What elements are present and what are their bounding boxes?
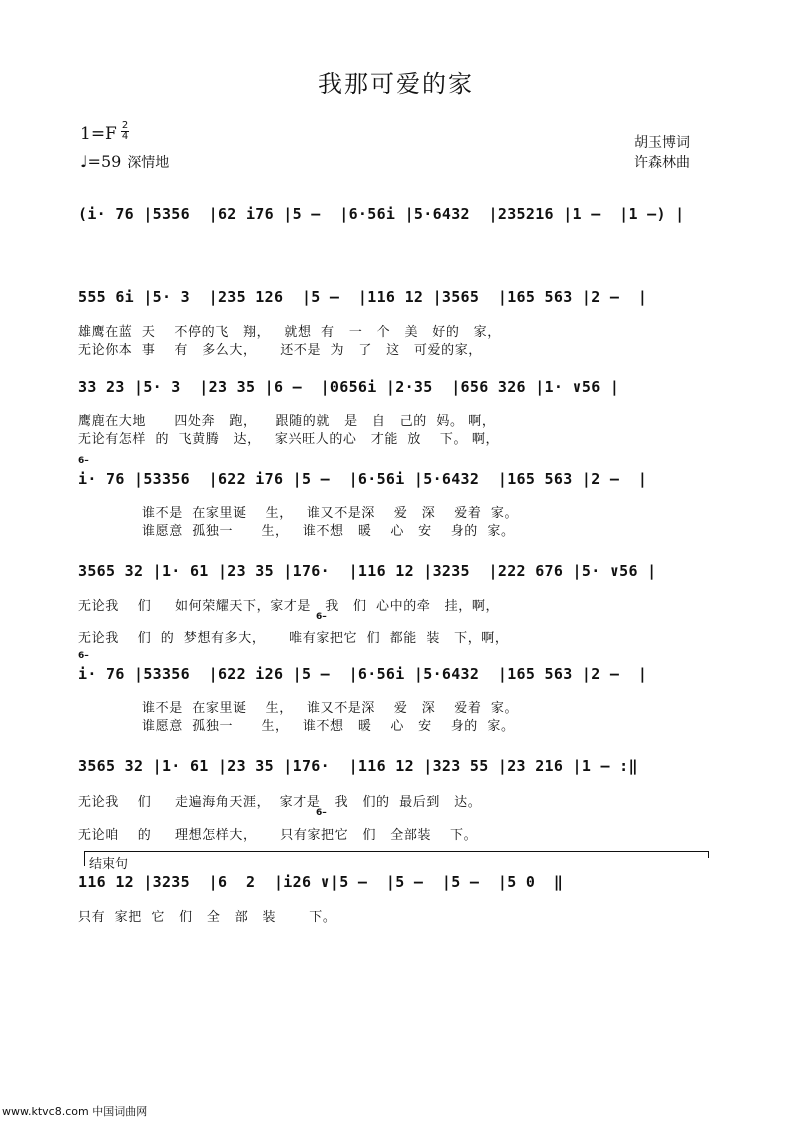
notation-line: 555 6i |5· 3 |235 126 |5 – |116 12 |3565 |165 563 |2 – | [78,288,648,306]
time-sig-denominator: 4 [121,131,129,142]
notation-line: 33 23 |5· 3 |23 35 |6 – |0656i |2·35 |656 326 |1· ∨56 | [78,378,620,396]
cue-note: 6– [316,808,327,818]
ending-bracket-tick [708,851,709,858]
lyric-line: 无论你本 事 有 多么大， 还不是 为 了 这 可爱的家， [78,343,482,358]
notation-line: 116 12 |3235 |6 2 |i26 ∨|5 – |5 – |5 – |5 0 ‖ [78,873,564,891]
lyric-line: 谁愿意 孤独一 生， 谁不想 暖 心 安 身的 家。 [142,524,515,539]
time-sig-numerator: 2 [121,120,129,131]
time-signature [121,121,129,142]
lyric-line: 无论有怎样 的 飞黄腾 达， 家兴旺人的心 才能 放 下。 啊， [78,432,500,447]
song-title: 我那可爱的家 [318,70,474,98]
lyric-line: 雄鹰在蓝 天 不停的飞 翔， 就想 有 一 个 美 好的 家， [78,325,501,340]
cue-note: 6– [78,456,89,466]
notation-line: 3565 32 |1· 61 |23 35 |176· |116 12 |3235 |222 676 |5· ∨56 | [78,562,657,580]
lyric-line: 谁愿意 孤独一 生， 谁不想 暖 心 安 身的 家。 [142,719,515,734]
notation-line: i· 76 |53356 |622 i76 |5 – |6·56i |5·6432 |165 563 |2 – | [78,470,648,488]
lyricist-credit: 胡玉博词 [634,135,690,151]
key-signature: 1=F [80,124,117,144]
ending-bracket [84,851,709,872]
notation-line: 3565 32 |1· 61 |23 35 |176· |116 12 |323 55 |23 216 |1 – :‖ [78,757,638,775]
site-footer: www.ktvc8.com 中国词曲网 [2,1105,148,1118]
cue-note: 6– [316,612,327,622]
lyric-line: 无论我 们 如何荣耀天下，家才是 我 们 心中的牵 挂，啊， [78,599,500,614]
credits [634,133,690,173]
cue-note: 6– [78,651,89,661]
tempo-marking: ♩=59 [80,152,122,171]
expression-marking: 深情地 [127,155,170,171]
lyric-line: 谁不是 在家里诞 生， 谁又不是深 爱 深 爱着 家。 [142,506,519,521]
notation-line: (i· 76 |5356 |62 i76 |5 – |6·56i |5·6432 |235216 |1 – |1 –) | [78,205,685,223]
lyric-line: 只有 家把 它 们 全 部 装 下。 [78,910,337,925]
lyric-line: 谁不是 在家里诞 生， 谁又不是深 爱 深 爱着 家。 [142,701,519,716]
lyric-line: 无论咱 的 理想怎样大， 只有家把它 们 全部装 下。 [78,828,478,843]
lyric-line: 鹰鹿在大地 四处奔 跑， 跟随的就 是 自 己的 妈。 啊， [78,414,496,429]
notation-line: i· 76 |53356 |622 i26 |5 – |6·56i |5·6432 |165 563 |2 – | [78,665,648,683]
ending-label: 结束句 [89,857,129,872]
composer-credit: 许森林曲 [634,155,690,171]
score-header-left [80,120,169,177]
key-time-signature [80,120,169,148]
lyric-line: 无论我 们 走遍海角天涯， 家才是 我 们的 最后到 达。 [78,795,482,810]
lyric-line: 无论我 们 的 梦想有多大， 唯有家把它 们 都能 装 下，啊， [78,631,509,646]
tempo-line [80,148,169,177]
